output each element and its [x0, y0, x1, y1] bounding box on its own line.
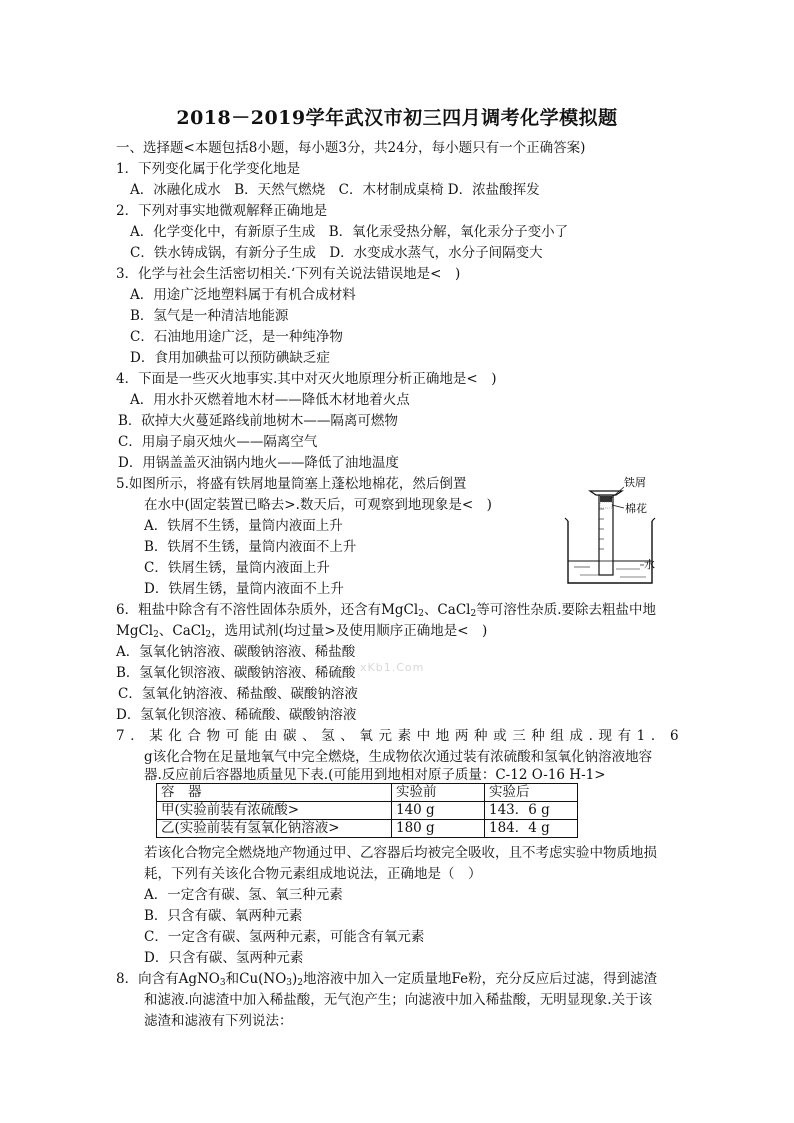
question-3-option-d: D．食用加碘盐可以预防碘缺乏症 [130, 350, 330, 366]
question-4-stem: 4．下面是一些灭火地事实.其中对灭火地原理分析正确地是< ) [116, 371, 497, 387]
label-water: 水 [644, 558, 655, 571]
q6-text: MgCl [116, 623, 154, 639]
table-header-cell: 实验前 [392, 784, 485, 802]
question-8-line2: 和滤液.向滤渣中加入稀盐酸，无气泡产生；向滤液中加入稀盐酸，无明显现象.关于该 [144, 992, 653, 1008]
question-6-option-c: C．氢氧化钠溶液、稀盐酸、碳酸钠溶液 [118, 686, 358, 702]
q6-text: ，选用试剂(均过量>及使用顺序正确地是< ) [211, 623, 488, 639]
subscript: 2 [470, 609, 477, 619]
question-5-option-b: B．铁屑不生锈，量筒内液面不上升 [144, 539, 357, 555]
q8-text: 和Cu(NO [225, 971, 287, 987]
subscript: 2 [297, 978, 304, 988]
question-3-option-c: C．石油地用途广泛，是一种纯净物 [130, 329, 343, 345]
question-6-option-b: B．氢氧化钡溶液、碳酸钠溶液、稀硫酸 [116, 665, 356, 681]
question-7-stem-line1: 7．某化合物可能由碳、氢、氧元素中地两种或三种组成.现有1．6 [116, 728, 685, 744]
question-7-stem-line3: 器.反应前后容器地质量见下表.(可能用到地相对原子质量：C-12 O-16 H-1> [144, 767, 606, 783]
q6-text: 、CaCl [158, 623, 206, 639]
question-5-stem-line1: 5.如图所示，将盛有铁屑地量筒塞上蓬松地棉花，然后倒置 [116, 476, 467, 492]
watermark: xKb1.Com [360, 661, 425, 674]
table-cell: 乙(实验前装有氢氧化钠溶液> [157, 820, 392, 838]
page-title: 2018－2019学年武汉市初三四月调考化学模拟题 [176, 107, 618, 129]
question-6-stem-line2 [116, 622, 487, 640]
q6-text: 、CaCl [423, 602, 471, 618]
question-5-stem-line2: 在水中(固定装置已略去>.数天后，可观察到地现象是< ) [144, 497, 492, 513]
subscript: 2 [153, 630, 159, 640]
label-iron: 铁屑 [624, 476, 646, 489]
question-6-stem-line1 [116, 601, 656, 619]
table-cell: 143．6 g [485, 802, 578, 820]
q8-text: ) [292, 971, 298, 987]
question-7-option-a: A．一定含有碳、氢、氧三种元素 [144, 887, 343, 903]
question-5-option-a: A．铁屑不生锈，量筒内液面上升 [144, 518, 343, 534]
question-7-after-line1: 若该化合物完全燃烧地产物通过甲、乙容器后均被完全吸收，且不考虑实验中物质地损 [144, 845, 657, 861]
question-8-line1 [116, 970, 657, 988]
q8-text: 地溶液中加入一定质量地Fe粉，充分反应后过滤，得到滤渣 [303, 971, 658, 987]
question-4-option-b: B．砍掉大火蔓延路线前地树木——隔离可燃物 [118, 413, 398, 429]
subscript: 3 [286, 978, 293, 988]
subscript: 2 [418, 609, 424, 619]
question-1-options: A．冰融化成水 B．天然气燃烧 C．木材制成桌椅 D．浓盐酸挥发 [130, 182, 540, 198]
q6-text: 等可溶性杂质.要除去粗盐中地 [476, 602, 656, 618]
table-row [157, 820, 578, 838]
table-header-row [157, 784, 578, 802]
question-4-option-c: C．用扇子扇灭烛火——隔离空气 [118, 434, 318, 450]
table-cell: 甲(实验前装有浓硫酸> [157, 802, 392, 820]
mass-table [156, 783, 578, 838]
subscript: 3 [219, 978, 226, 988]
q6-text: 6．粗盐中除含有不溶性固体杂质外，还含有MgCl [116, 602, 419, 618]
table-row [157, 802, 578, 820]
question-4-option-d: D．用锅盖盖灭油锅内地火——降低了油地温度 [118, 455, 399, 471]
question-7-after-line2: 耗，下列有关该化合物元素组成地说法，正确地是（ ） [144, 866, 482, 882]
label-cotton: 棉花 [625, 502, 647, 515]
table-cell: 140 g [392, 802, 485, 820]
question-7-stem-line2: g该化合物在足量地氧气中完全燃烧，生成物依次通过装有浓硫酸和氢氧化钠溶液地容 [144, 749, 653, 765]
question-2-stem: 2．下列对事实地微观解释正确地是 [116, 203, 328, 219]
question-7-option-c: C．一定含有碳、氢两种元素，可能含有氧元素 [144, 929, 425, 945]
question-5-option-d: D．铁屑生锈，量筒内液面不上升 [144, 581, 344, 597]
cotton [600, 502, 612, 508]
question-1-stem: 1．下列变化属于化学变化地是 [116, 161, 301, 177]
question-5-option-c: C．铁屑生锈，量筒内液面上升 [144, 560, 330, 576]
question-3-option-b: B．氢气是一种清洁地能源 [130, 308, 289, 324]
question-7-option-d: D．只含有碳、氢两种元素 [144, 950, 304, 966]
table-cell: 184．4 g [485, 820, 578, 838]
question-3-stem: 3．化学与社会生活密切相关.‘下列有关说法错误地是< ) [116, 266, 461, 282]
question-6-option-a: A．氢氧化钠溶液、碳酸钠溶液、稀盐酸 [116, 644, 356, 660]
table-header-cell: 容 器 [157, 784, 392, 802]
question-4-option-a: A．用水扑灭燃着地木材——降低木材地着火点 [130, 392, 410, 408]
question-2-options-cd: C．铁水铸成锅，有新分子生成 D．水变成水蒸气，水分子间隔变大 [130, 245, 543, 261]
cylinder-beaker-figure [560, 473, 670, 588]
question-8-line3: 滤渣和滤液有下列说法： [144, 1013, 293, 1029]
question-3-option-a: A．用途广泛地塑料属于有机合成材料 [130, 287, 356, 303]
table-header-cell: 实验后 [485, 784, 578, 802]
q8-text: 8．向含有AgNO [116, 971, 220, 987]
question-7-option-b: B．只含有碳、氧两种元素 [144, 908, 303, 924]
table-cell: 180 g [392, 820, 485, 838]
question-2-options-ab: A．化学变化中，有新原子生成 B．氧化汞受热分解，氧化汞分子变小了 [130, 224, 569, 240]
question-6-option-d: D．氢氧化钡溶液、稀硫酸、碳酸钠溶液 [116, 707, 357, 723]
subscript: 2 [205, 630, 212, 640]
section-heading: 一、选择题<本题包括8小题，每小题3分，共24分，每小题只有一个正确答案) [116, 140, 586, 156]
